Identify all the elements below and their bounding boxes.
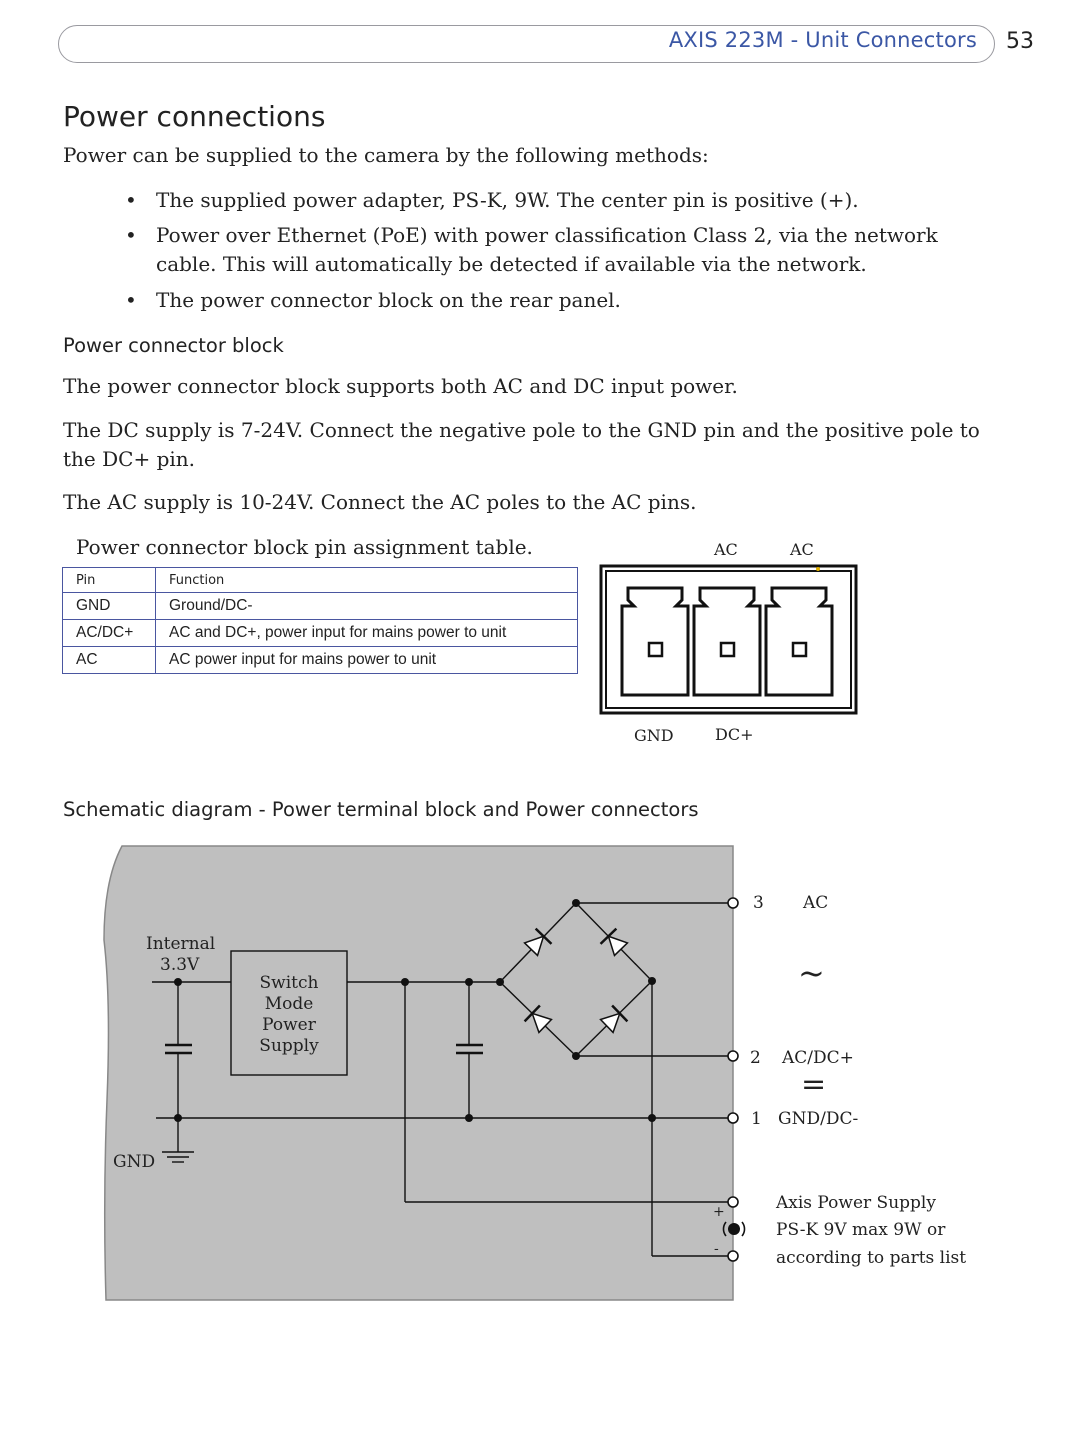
connector-block-figure <box>601 540 856 745</box>
bullet-marker: • <box>125 223 137 247</box>
table-cell: AC power input for mains power to unit <box>156 647 578 674</box>
terminal-1 <box>622 588 688 695</box>
table-cell: GND <box>63 593 156 620</box>
smps-label: Power <box>262 1015 316 1035</box>
connector-paragraph: The power connector block supports both AC and DC input power. <box>63 374 738 398</box>
terminal-label: AC/DC+ <box>782 1048 854 1068</box>
table-header-cell: Function <box>156 568 578 593</box>
dc-jack-pin <box>728 1223 740 1235</box>
terminal-number: 2 <box>750 1048 761 1068</box>
terminal-number: 3 <box>753 893 764 913</box>
label-dc-plus: DC+ <box>715 725 754 744</box>
header-title: AXIS 223M - Unit Connectors <box>668 28 977 52</box>
section-title: Power connections <box>63 100 326 133</box>
psu-label: according to parts list <box>776 1248 967 1268</box>
internal-label: Internal <box>146 934 216 954</box>
minus-sign: - <box>714 1241 719 1257</box>
ac-symbol: ~ <box>798 954 825 992</box>
table-cell: AC and DC+, power input for mains power to unit <box>156 620 578 647</box>
terminal-3 <box>766 588 832 695</box>
smps-label: Switch <box>259 973 319 993</box>
terminal-2 <box>694 588 760 695</box>
bullet-item: The power connector block on the rear panel. <box>156 288 621 312</box>
terminal-label: GND/DC- <box>778 1109 859 1129</box>
bullet-item: The supplied power adapter, PS-K, 9W. The center pin is positive (+). <box>156 188 859 212</box>
plus-sign: + <box>713 1204 725 1220</box>
page-number: 53 <box>1006 29 1034 54</box>
table-header-cell: Pin <box>63 568 156 593</box>
smps-label: Mode <box>264 994 314 1014</box>
terminal-label: AC <box>803 893 829 913</box>
connector-paragraph: The AC supply is 10-24V. Connect the AC poles to the AC pins. <box>63 490 697 514</box>
terminal-number: 1 <box>751 1109 762 1129</box>
psu-label: Axis Power Supply <box>776 1193 936 1213</box>
label-ac-left: AC <box>714 540 738 559</box>
table-cell: AC/DC+ <box>63 620 156 647</box>
table-cell: AC <box>63 647 156 674</box>
bullet-marker: • <box>125 288 137 312</box>
bullet-marker: • <box>125 188 137 212</box>
label-gnd: GND <box>634 726 674 745</box>
dc-symbol: = <box>801 1067 827 1102</box>
connector-paragraph: The DC supply is 7-24V. Connect the negative pole to the GND pin and the positive pole to the DC+ pin. <box>63 418 980 471</box>
schematic-heading: Schematic diagram - Power terminal block and Power connectors <box>63 798 699 821</box>
smps-label: Supply <box>259 1036 319 1056</box>
pin-marker-dot <box>816 567 820 571</box>
gnd-label: GND <box>113 1152 156 1172</box>
connector-block-heading: Power connector block <box>63 334 284 357</box>
device-body <box>104 846 733 1300</box>
connector-housing-inner <box>606 571 851 708</box>
schematic-diagram <box>104 846 966 1300</box>
intro-paragraph: Power can be supplied to the camera by the following methods: <box>63 143 709 167</box>
psu-label: PS-K 9V max 9W or <box>776 1220 946 1240</box>
table-caption: Power connector block pin assignment table. <box>76 535 533 559</box>
table-cell: Ground/DC- <box>156 593 578 620</box>
voltage-label: 3.3V <box>160 955 200 975</box>
bullet-item: Power over Ethernet (PoE) with power classification Class 2, via the network cable. This will automatically be detected if available via the network. <box>156 223 938 276</box>
label-ac-right: AC <box>790 540 814 559</box>
